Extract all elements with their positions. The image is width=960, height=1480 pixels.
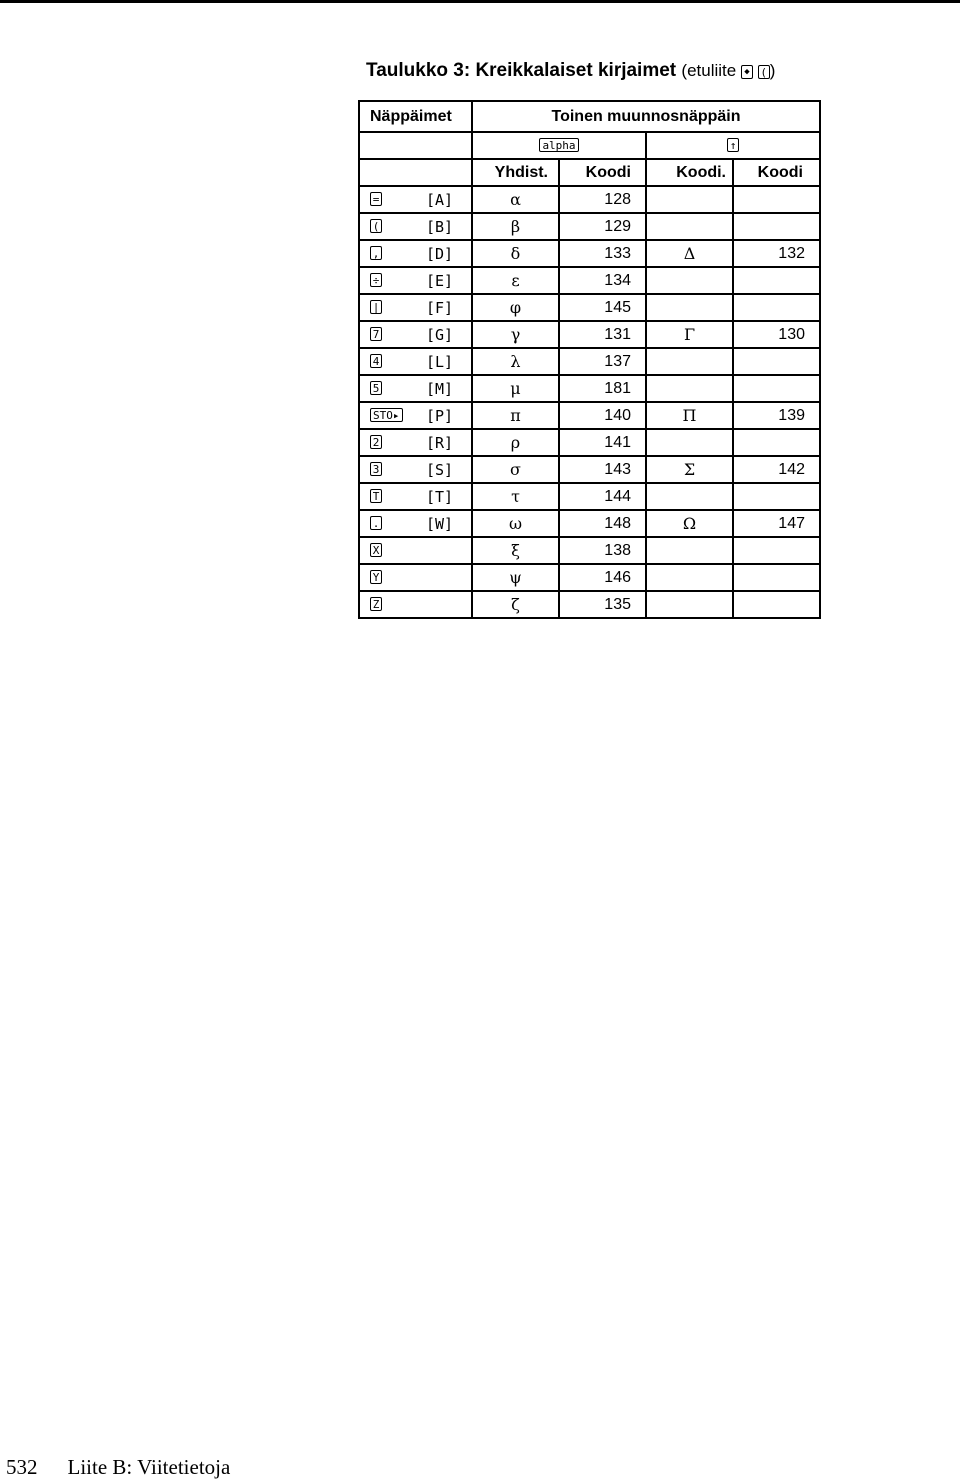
uppercase-code	[733, 591, 820, 618]
table-row	[359, 591, 820, 618]
uppercase-symbol: Π	[646, 402, 733, 429]
lowercase-code: 134	[559, 267, 646, 294]
uppercase-code	[733, 294, 820, 321]
table-row	[359, 429, 820, 456]
calculator-key-icon: =	[370, 192, 382, 206]
uppercase-code: 132	[733, 240, 820, 267]
page-number: 532	[6, 1455, 38, 1479]
table-row	[359, 456, 820, 483]
lowercase-code: 146	[559, 564, 646, 591]
uppercase-code	[733, 483, 820, 510]
table-row	[359, 375, 820, 402]
key-cell	[359, 510, 472, 537]
calculator-key-icon: ,	[370, 246, 382, 260]
calculator-key-icon: .	[370, 516, 382, 530]
greek-letters-table	[358, 100, 821, 619]
alpha-letter: [A]	[426, 191, 454, 209]
shift-key-icon: ↑	[727, 138, 739, 152]
alpha-letter: [T]	[426, 488, 454, 506]
uppercase-code: 130	[733, 321, 820, 348]
table-row	[359, 267, 820, 294]
alpha-letter: [B]	[426, 218, 454, 236]
alpha-letter: [D]	[426, 245, 454, 263]
lowercase-code: 133	[559, 240, 646, 267]
key-cell	[359, 402, 472, 429]
uppercase-code	[733, 348, 820, 375]
key-cell	[359, 564, 472, 591]
table-row	[359, 402, 820, 429]
key-cell	[359, 429, 472, 456]
lowercase-symbol: γ	[472, 321, 559, 348]
alpha-letter: [F]	[426, 299, 454, 317]
uppercase-symbol	[646, 483, 733, 510]
table-row	[359, 240, 820, 267]
key-cell	[359, 348, 472, 375]
table-row	[359, 294, 820, 321]
uppercase-symbol	[646, 186, 733, 213]
key-cell	[359, 186, 472, 213]
alpha-letter: [P]	[426, 407, 454, 425]
lowercase-symbol: ζ	[472, 591, 559, 618]
header-row-2	[359, 132, 820, 159]
alpha-letter: [S]	[426, 461, 454, 479]
lowercase-code: 129	[559, 213, 646, 240]
title-text: Taulukko 3: Kreikkalaiset kirjaimet	[366, 60, 677, 81]
title-prefix-label: (etuliite	[681, 61, 737, 80]
uppercase-code	[733, 375, 820, 402]
footer-section: Liite B: Viitetietoja	[67, 1455, 231, 1479]
key-cell	[359, 375, 472, 402]
table-row	[359, 321, 820, 348]
header-keys: Näppäimet	[359, 101, 472, 132]
lowercase-symbol: φ	[472, 294, 559, 321]
title-prefix	[681, 61, 775, 80]
header-row-1	[359, 101, 820, 132]
lowercase-symbol: π	[472, 402, 559, 429]
diamond-key-icon: ◆	[741, 65, 753, 79]
key-cell	[359, 483, 472, 510]
uppercase-symbol	[646, 294, 733, 321]
uppercase-code: 142	[733, 456, 820, 483]
alpha-letter: [W]	[426, 515, 454, 533]
alpha-letter: [E]	[426, 272, 454, 290]
lowercase-code: 144	[559, 483, 646, 510]
lowercase-code: 135	[559, 591, 646, 618]
empty-cell	[359, 132, 472, 159]
table-row	[359, 510, 820, 537]
lowercase-code: 141	[559, 429, 646, 456]
uppercase-symbol: Δ	[646, 240, 733, 267]
page-footer	[6, 1455, 230, 1480]
uppercase-code: 147	[733, 510, 820, 537]
lowercase-symbol: μ	[472, 375, 559, 402]
header-second-modifier: Toinen muunnosnäppäin	[472, 101, 820, 132]
uppercase-code	[733, 213, 820, 240]
lowercase-symbol: δ	[472, 240, 559, 267]
uppercase-symbol	[646, 537, 733, 564]
uppercase-code	[733, 267, 820, 294]
table-row	[359, 186, 820, 213]
lowercase-symbol: ω	[472, 510, 559, 537]
uppercase-code	[733, 429, 820, 456]
uppercase-symbol: Γ	[646, 321, 733, 348]
top-rule	[0, 0, 960, 3]
calculator-key-icon: STO▸	[370, 408, 403, 422]
calculator-key-icon: Z	[370, 597, 382, 611]
lowercase-code: 131	[559, 321, 646, 348]
lowercase-symbol: α	[472, 186, 559, 213]
calculator-key-icon: ÷	[370, 273, 382, 287]
alpha-letter: [G]	[426, 326, 454, 344]
calculator-key-icon: 3	[370, 462, 382, 476]
lowercase-code: 181	[559, 375, 646, 402]
empty-cell	[359, 159, 472, 186]
uppercase-symbol	[646, 429, 733, 456]
uppercase-code	[733, 564, 820, 591]
lowercase-code: 128	[559, 186, 646, 213]
header-row-3	[359, 159, 820, 186]
lowercase-code: 137	[559, 348, 646, 375]
calculator-key-icon: 4	[370, 354, 382, 368]
table-row	[359, 564, 820, 591]
lowercase-code: 138	[559, 537, 646, 564]
uppercase-code	[733, 537, 820, 564]
uppercase-symbol: Σ	[646, 456, 733, 483]
key-cell	[359, 591, 472, 618]
calculator-key-icon: T	[370, 489, 382, 503]
table-row	[359, 537, 820, 564]
alpha-key-cell	[472, 132, 646, 159]
calculator-key-icon: 7	[370, 327, 382, 341]
key-cell	[359, 294, 472, 321]
lowercase-symbol: σ	[472, 456, 559, 483]
key-cell	[359, 537, 472, 564]
alpha-key-icon: alpha	[539, 138, 578, 152]
table-row	[359, 213, 820, 240]
uppercase-symbol	[646, 213, 733, 240]
uppercase-symbol	[646, 375, 733, 402]
key-cell	[359, 321, 472, 348]
paren-key-icon: (	[758, 65, 770, 79]
key-cell	[359, 240, 472, 267]
uppercase-symbol	[646, 591, 733, 618]
key-cell	[359, 456, 472, 483]
calculator-key-icon: X	[370, 543, 382, 557]
alpha-letter: [L]	[426, 353, 454, 371]
calculator-key-icon: 2	[370, 435, 382, 449]
lowercase-symbol: ρ	[472, 429, 559, 456]
uppercase-symbol	[646, 267, 733, 294]
uppercase-code: 139	[733, 402, 820, 429]
lowercase-code: 148	[559, 510, 646, 537]
col-code-2: Koodi.	[646, 159, 733, 186]
calculator-key-icon: Y	[370, 570, 382, 584]
table-row	[359, 483, 820, 510]
col-code-3: Koodi	[733, 159, 820, 186]
lowercase-symbol: λ	[472, 348, 559, 375]
alpha-letter: [R]	[426, 434, 454, 452]
alpha-letter: [M]	[426, 380, 454, 398]
lowercase-code: 143	[559, 456, 646, 483]
uppercase-symbol: Ω	[646, 510, 733, 537]
key-cell	[359, 213, 472, 240]
uppercase-code	[733, 186, 820, 213]
lowercase-symbol: τ	[472, 483, 559, 510]
calculator-key-icon: 5	[370, 381, 382, 395]
lowercase-code: 140	[559, 402, 646, 429]
lowercase-code: 145	[559, 294, 646, 321]
shift-key-cell	[646, 132, 820, 159]
title-close: )	[769, 61, 776, 80]
lowercase-symbol: β	[472, 213, 559, 240]
page-title	[366, 60, 775, 82]
col-code-1: Koodi	[559, 159, 646, 186]
key-cell	[359, 267, 472, 294]
calculator-key-icon: |	[370, 300, 382, 314]
lowercase-symbol: ψ	[472, 564, 559, 591]
lowercase-symbol: ε	[472, 267, 559, 294]
table-row	[359, 348, 820, 375]
uppercase-symbol	[646, 348, 733, 375]
col-combo: Yhdist.	[472, 159, 559, 186]
calculator-key-icon: (	[370, 219, 382, 233]
lowercase-symbol: ξ	[472, 537, 559, 564]
uppercase-symbol	[646, 564, 733, 591]
